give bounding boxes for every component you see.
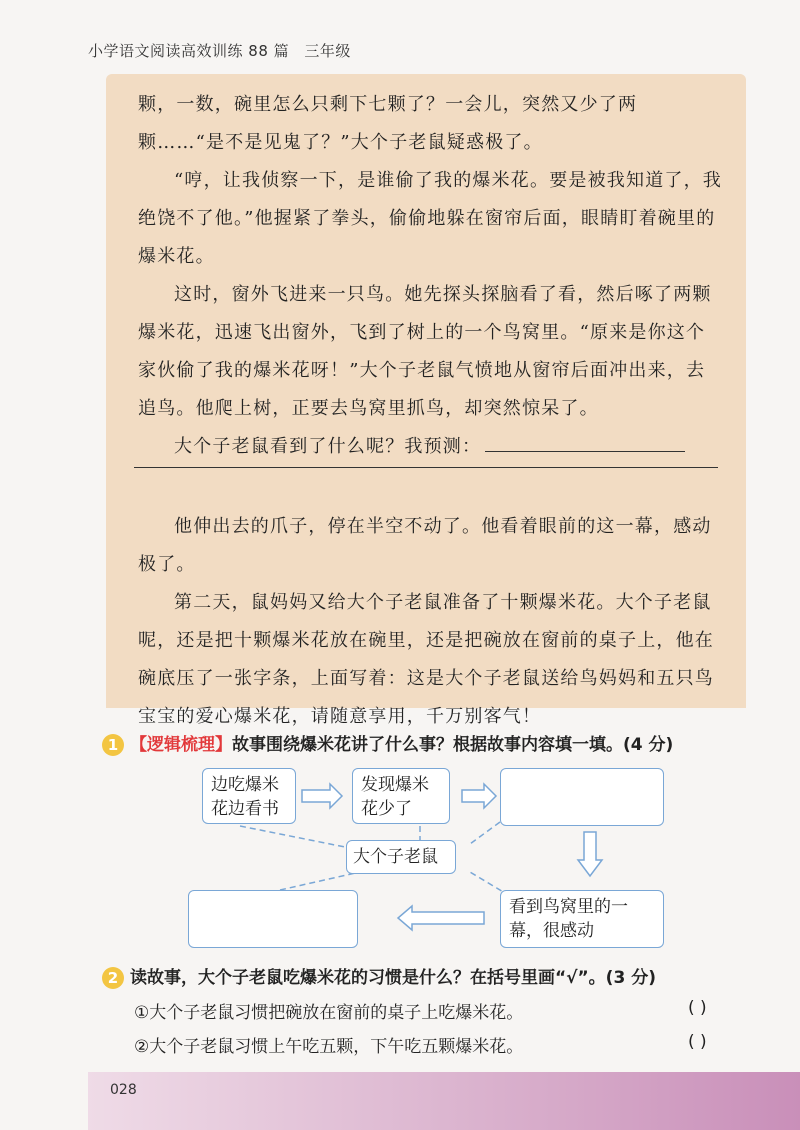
story-paragraph-2: “哼，让我侦察一下，是谁偷了我的爆米花。要是被我知道了，我绝饶不了他。”他握紧了拳头，偷偷地躲在窗帘后面，眼睛盯着碗里的爆米花。 [138,170,722,267]
arrow-right-2 [462,784,496,808]
question-1-number: 1 [102,734,124,756]
box-read-and-eat: 边吃爆米花边看书 [202,768,296,824]
question-2 [102,963,656,989]
option-1: ①大个子老鼠习惯把碗放在窗前的桌子上吃爆米花。 [134,1003,524,1023]
option-2-paren[interactable]: ( ) [688,1032,707,1052]
question-2-number: 2 [102,967,124,989]
box-big-mouse-center: 大个子老鼠 [346,840,456,874]
connector-box3 [470,822,500,844]
connector-box5 [280,872,360,890]
question-1 [102,730,673,756]
option-1-paren[interactable]: ( ) [688,998,707,1018]
book-header [88,40,351,61]
page-number: 028 [110,1082,137,1098]
arrow-left [398,906,484,930]
book-title: 小学语文阅读高效训练 88 篇 [88,42,290,60]
predict-prompt: 大个子老鼠看到了什么呢？我预测： [174,436,482,457]
footer-band [88,1072,800,1130]
predict-answer-line-2[interactable] [134,467,718,468]
predict-answer-line[interactable] [485,433,685,452]
story-paragraph-5: 第二天，鼠妈妈又给大个子老鼠准备了十颗爆米花。大个子老鼠呢，还是把十颗爆米花放在碗里，还是把碗放在窗前的桌子上，他在碗底压了一张字条，上面写着：这是大个子老鼠送给鸟妈妈和五只鸟宝宝的爱心爆米花，请随意享用，千万别客气！ [138,592,714,727]
box-popcorn-missing: 发现爆米花少了 [352,768,450,824]
arrow-down [578,832,602,876]
story-paragraph-1: 颗，一数，碗里怎么只剩下七颗了？一会儿，突然又少了两颗……“是不是见鬼了？”大个子老鼠疑惑极了。 [138,94,638,153]
story-paragraph-4: 他伸出去的爪子，停在半空不动了。他看着眼前的这一幕，感动极了。 [138,516,712,575]
arrow-right-1 [302,784,342,808]
box-answer-3[interactable] [500,768,664,826]
grade-label: 三年级 [304,42,351,60]
question-1-text: 故事围绕爆米花讲了什么事？根据故事内容填一填。(4 分) [232,735,674,755]
story-paragraph-3: 这时，窗外飞进来一只鸟。她先探头探脑看了看，然后啄了两颗爆米花，迅速飞出窗外，飞到了树上的一个鸟窝里。“原来是你这个家伙偷了我的爆米花呀！”大个子老鼠气愤地从窗帘后面冲出来，去追鸟。他爬上树，正要去鸟窝里抓鸟，却突然惊呆了。 [138,284,712,419]
question-2-text: 读故事，大个子老鼠吃爆米花的习惯是什么？在括号里画“√”。(3 分) [130,968,656,988]
box-touched-by-nest: 看到鸟窝里的一幕，很感动 [500,890,664,948]
blank-row [138,466,722,504]
option-2: ②大个子老鼠习惯上午吃五颗，下午吃五颗爆米花。 [134,1037,524,1057]
question-1-tag: 【逻辑梳理】 [130,735,232,755]
flow-diagram [180,760,680,960]
box-answer-5[interactable] [188,890,358,948]
predict-row [138,428,722,466]
story-text [138,86,722,736]
